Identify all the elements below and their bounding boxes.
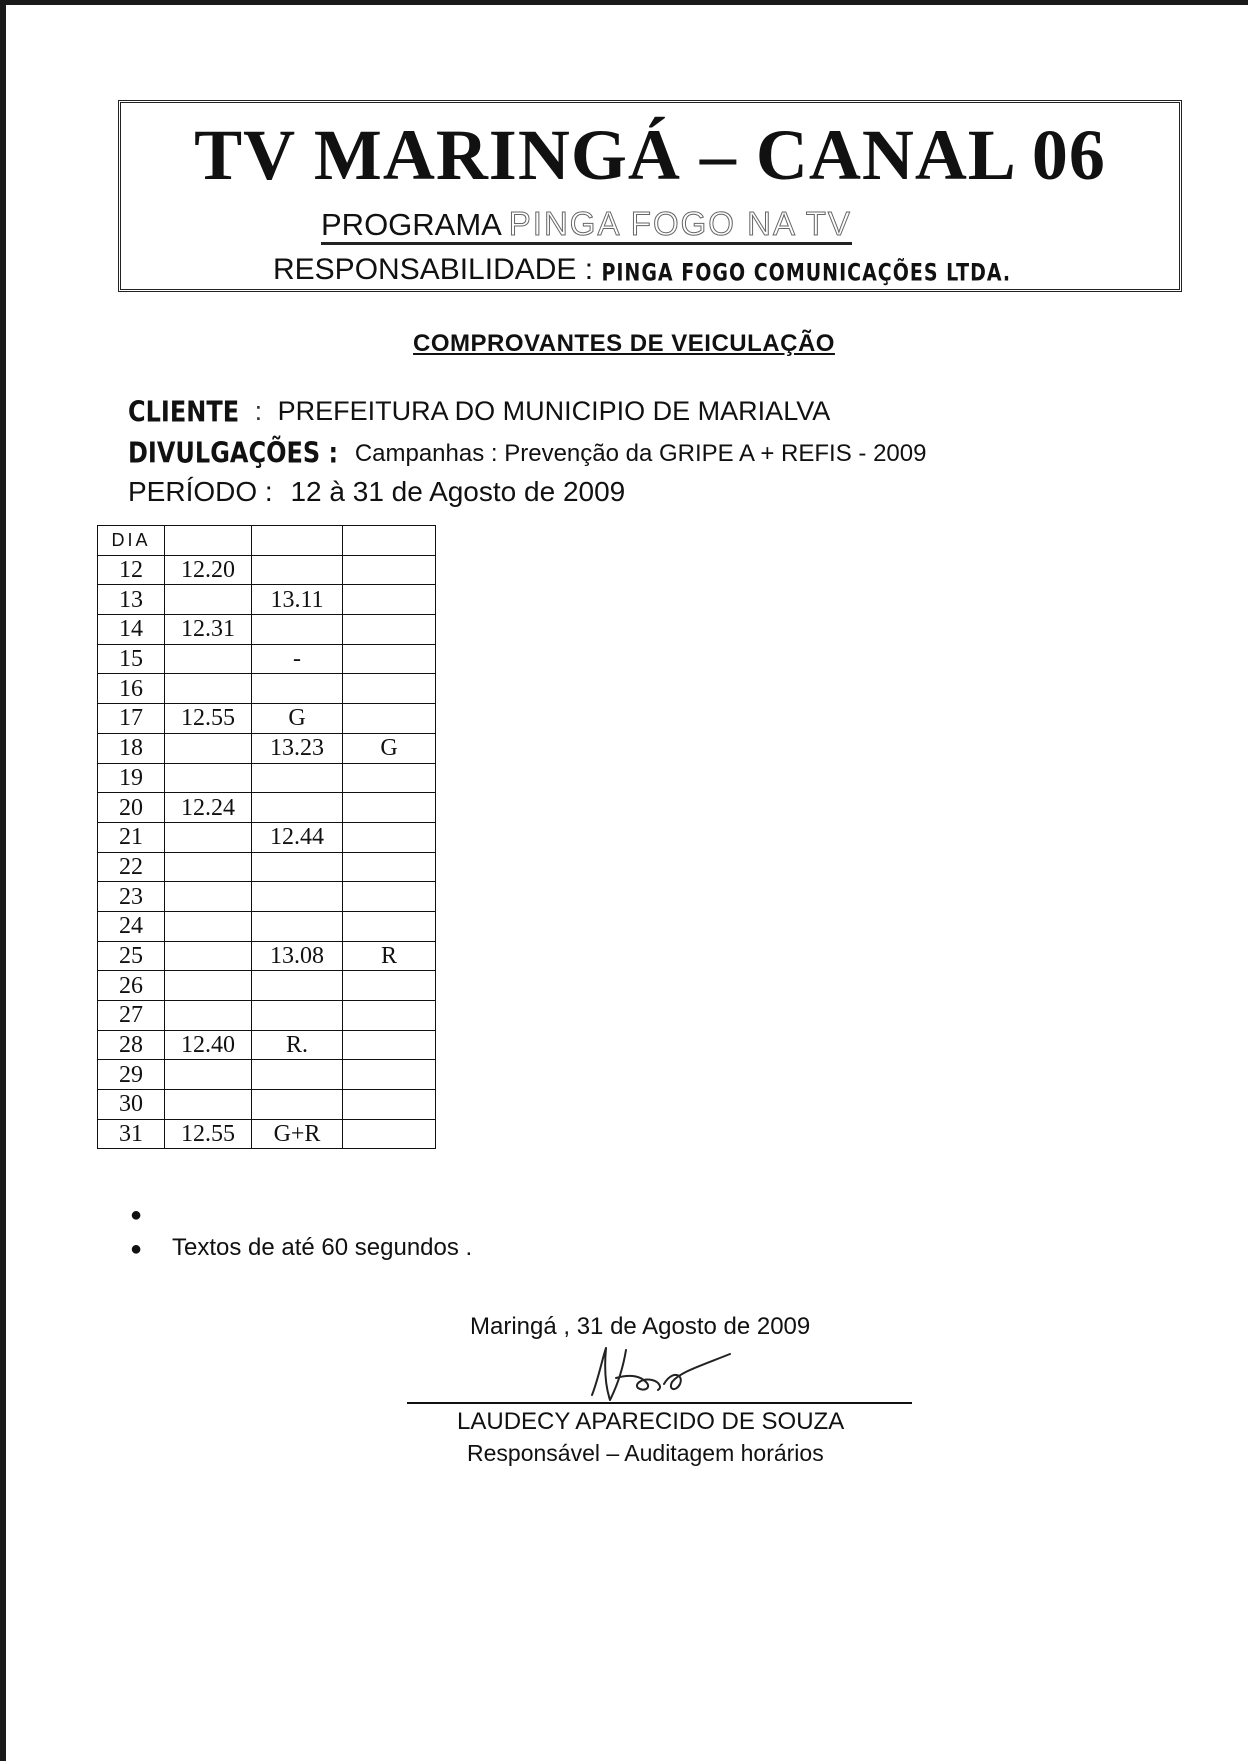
mark-cell [343,852,436,882]
time-cell [165,1060,252,1090]
program-line [321,207,852,245]
mark-cell [343,822,436,852]
program-name: PINGA FOGO NA TV [508,205,852,242]
time-cell: 12.55 [165,704,252,734]
mark-cell [343,704,436,734]
mark-cell [343,1060,436,1090]
time-cell [165,763,252,793]
time-cell: G+R [252,1119,343,1149]
table-row [98,822,436,852]
mark-cell [343,1001,436,1031]
time-cell [165,644,252,674]
table-row [98,585,436,615]
time-cell: 12.31 [165,615,252,645]
time-cell [165,1001,252,1031]
header-box [118,100,1182,292]
signatory-name: LAUDECY APARECIDO DE SOUZA [457,1408,845,1435]
table-row [98,1001,436,1031]
cliente-row [128,395,831,429]
mark-cell [343,882,436,912]
bullet-icon: ● [130,1238,143,1260]
periodo-row [128,478,625,506]
table-row [98,763,436,793]
mark-cell [343,1030,436,1060]
time-cell [252,674,343,704]
time-cell [165,941,252,971]
responsibility-line [273,255,1011,285]
day-cell: 21 [98,822,165,852]
header-cell [343,526,436,556]
mark-cell [343,793,436,823]
time-cell [252,793,343,823]
mark-cell [343,615,436,645]
time-cell [165,911,252,941]
day-cell: 22 [98,852,165,882]
table-header-row [98,526,436,556]
day-cell: 18 [98,733,165,763]
scan-border-left [0,0,6,1761]
time-cell [252,615,343,645]
table-row [98,704,436,734]
mark-cell [343,674,436,704]
day-cell: 28 [98,1030,165,1060]
document-heading: COMPROVANTES DE VEICULAÇÃO [413,330,835,357]
bullet-icon: ● [130,1204,143,1226]
table-row [98,911,436,941]
time-cell [252,852,343,882]
time-cell [165,585,252,615]
mark-cell [343,1090,436,1120]
mark-cell [343,971,436,1001]
time-cell: 13.23 [252,733,343,763]
table-row [98,555,436,585]
day-cell: 31 [98,1119,165,1149]
day-cell: 25 [98,941,165,971]
day-cell: 27 [98,1001,165,1031]
table-row [98,1090,436,1120]
time-cell [252,555,343,585]
table-row [98,1030,436,1060]
responsibility-company: PINGA FOGO COMUNICAÇÕES LTDA. [601,259,1012,287]
mark-cell [343,644,436,674]
time-cell [252,1060,343,1090]
mark-cell [343,555,436,585]
cliente-value: PREFEITURA DO MUNICIPIO DE MARIALVA [277,396,831,426]
time-cell [165,674,252,704]
mark-cell: G [343,733,436,763]
time-cell [165,882,252,912]
place-date: Maringá , 31 de Agosto de 2009 [470,1313,811,1340]
time-cell [252,1001,343,1031]
table-row [98,1119,436,1149]
periodo-value: 12 à 31 de Agosto de 2009 [290,476,626,507]
day-cell: 14 [98,615,165,645]
time-cell: G [252,704,343,734]
time-cell [252,911,343,941]
table-row [98,674,436,704]
time-cell: - [252,644,343,674]
divulgacoes-label: DIVULGAÇÕES : [128,436,339,470]
divulgacoes-row [128,436,927,470]
cliente-label: CLIENTE [128,395,240,429]
time-cell: 12.55 [165,1119,252,1149]
day-cell: 17 [98,704,165,734]
program-label: PROGRAMA [321,207,509,242]
time-cell: R. [252,1030,343,1060]
time-cell [252,763,343,793]
table-row [98,733,436,763]
time-cell [165,733,252,763]
day-cell: 29 [98,1060,165,1090]
day-cell: 30 [98,1090,165,1120]
time-cell: 12.24 [165,793,252,823]
mark-cell [343,1119,436,1149]
table-row [98,941,436,971]
cliente-separator: : [254,396,263,426]
broadcast-schedule-table [97,525,436,1149]
header-cell-dia: DIA [98,526,165,556]
time-cell [165,1090,252,1120]
table-row [98,852,436,882]
scan-border-top [0,0,1248,5]
divulgacoes-value: Campanhas : Prevenção da GRIPE A + REFIS - 2009 [354,440,927,467]
day-cell: 20 [98,793,165,823]
time-cell: 12.20 [165,555,252,585]
periodo-label: PERÍODO : [128,476,273,507]
time-cell [252,971,343,1001]
signature-line [407,1402,912,1404]
day-cell: 19 [98,763,165,793]
table-row [98,615,436,645]
time-cell: 12.44 [252,822,343,852]
time-cell: 12.40 [165,1030,252,1060]
note-text: Textos de até 60 segundos . [172,1234,473,1261]
station-title: TV MARINGÁ – CANAL 06 [194,115,1106,195]
day-cell: 24 [98,911,165,941]
mark-cell [343,911,436,941]
header-cell [252,526,343,556]
signatory-role: Responsável – Auditagem horários [467,1440,824,1466]
time-cell [165,971,252,1001]
time-cell [252,882,343,912]
day-cell: 15 [98,644,165,674]
table-row [98,1060,436,1090]
mark-cell: R [343,941,436,971]
day-cell: 13 [98,585,165,615]
day-cell: 23 [98,882,165,912]
table-row [98,644,436,674]
responsibility-label: RESPONSABILIDADE : [273,253,602,286]
time-cell [252,1090,343,1120]
day-cell: 12 [98,555,165,585]
mark-cell [343,763,436,793]
mark-cell [343,585,436,615]
time-cell [165,822,252,852]
day-cell: 16 [98,674,165,704]
header-cell [165,526,252,556]
time-cell [165,852,252,882]
table-row [98,971,436,1001]
day-cell: 26 [98,971,165,1001]
table-row [98,882,436,912]
handwritten-signature [580,1340,740,1410]
time-cell: 13.08 [252,941,343,971]
table-row [98,793,436,823]
time-cell: 13.11 [252,585,343,615]
